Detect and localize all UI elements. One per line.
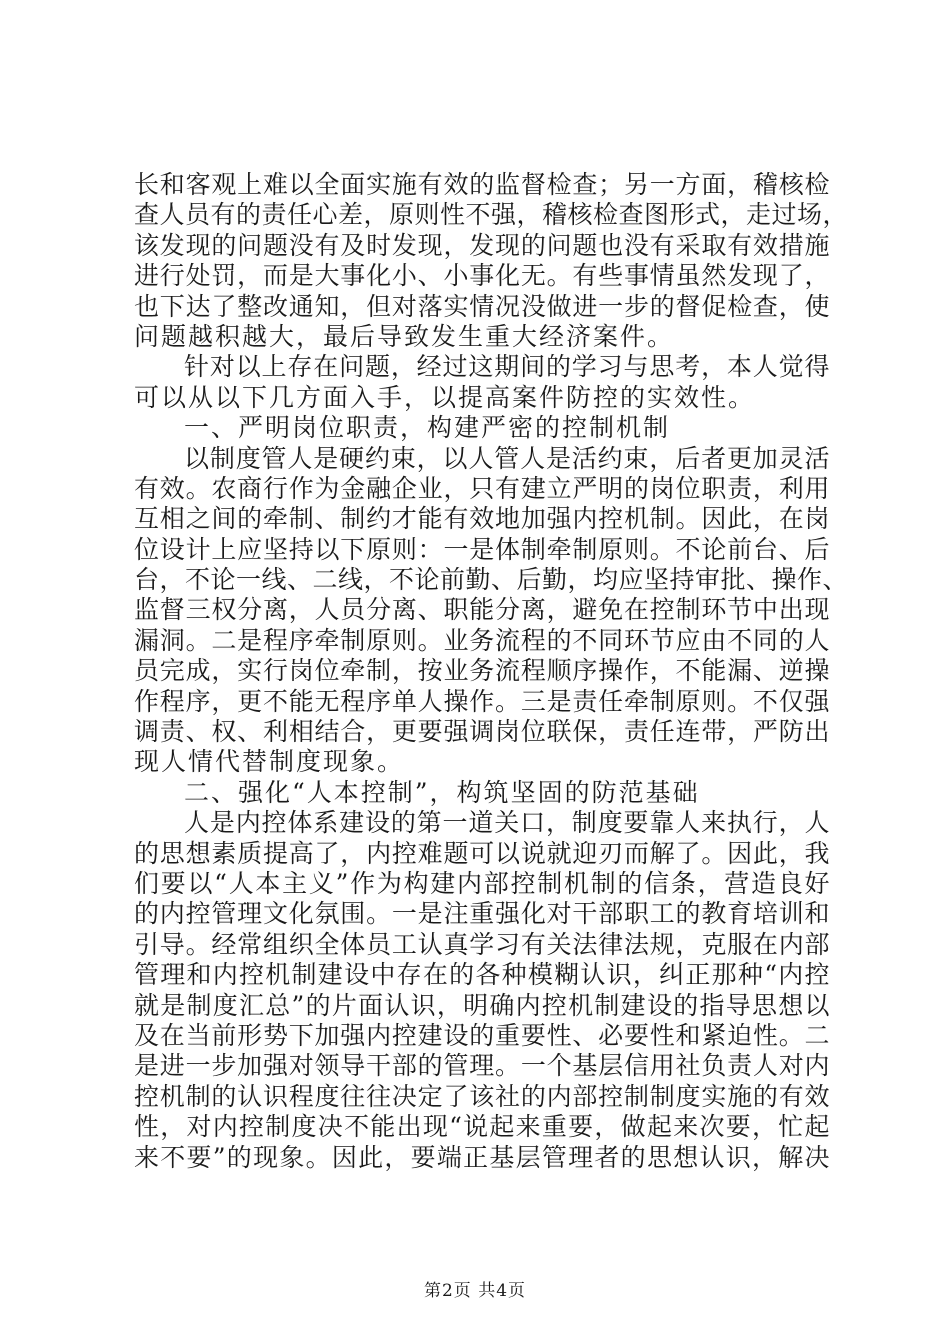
- text-line: 管理和内控机制建设中存在的各种模糊认识，纠正那种“内控: [134, 960, 830, 990]
- text-line: 该发现的问题没有及时发现，发现的问题也没有采取有效措施: [134, 230, 830, 260]
- text-line: 以制度管人是硬约束，以人管人是活约束，后者更加灵活: [184, 443, 830, 473]
- text-line: 问题越积越大，最后导致发生重大经济案件。: [134, 321, 675, 351]
- text-line: 作程序，更不能无程序单人操作。三是责任牵制原则。不仅强: [134, 686, 830, 716]
- text-line: 控机制的认识程度往往决定了该社的内部控制制度实施的有效: [134, 1081, 830, 1111]
- text-line: 员完成，实行岗位牵制，按业务流程顺序操作，不能漏、逆操: [134, 656, 830, 686]
- text-line: 长和客观上难以全面实施有效的监督检查；另一方面，稽核检: [134, 170, 830, 199]
- text-line: 台，不论一线、二线，不论前勤、后勤，均应坚持审批、操作、: [134, 565, 849, 595]
- text-line: 来不要”的现象。因此，要端正基层管理者的思想认识，解决: [134, 1142, 830, 1172]
- text-line: 可以从以下几方面入手，以提高案件防控的实效性。: [134, 382, 756, 412]
- section-heading: 一、严明岗位职责，构建严密的控制机制: [184, 413, 671, 443]
- text-line: 及在当前形势下加强内控建设的重要性、必要性和紧迫性。二: [134, 1020, 830, 1050]
- document-body: [134, 170, 849, 1173]
- text-line: 引导。经常组织全体员工认真学习有关法律法规，克服在内部: [134, 929, 830, 959]
- page-number-footer: 第2页 共4页: [423, 1281, 527, 1301]
- text-line: 们要以“人本主义”作为构建内部控制机制的信条，营造良好: [134, 868, 830, 898]
- text-line: 人是内控体系建设的第一道关口，制度要靠人来执行，人: [184, 808, 830, 838]
- text-line: 现人情代替制度现象。: [134, 747, 405, 777]
- text-line: 针对以上存在问题，经过这期间的学习与思考，本人觉得: [184, 352, 830, 382]
- text-line: 有效。农商行作为金融企业，只有建立严明的岗位职责，利用: [134, 473, 830, 503]
- text-line: 的思想素质提高了，内控难题可以说就迎刃而解了。因此，我: [134, 838, 830, 868]
- text-line: 互相之间的牵制、制约才能有效地加强内控机制。因此，在岗: [134, 504, 830, 534]
- text-line: 就是制度汇总”的片面认识，明确内控机制建设的指导思想以: [134, 990, 830, 1020]
- text-line: 也下达了整改通知，但对落实情况没做进一步的督促检查，使: [134, 291, 830, 321]
- text-line: 性，对内控制度决不能出现“说起来重要，做起来次要，忙起: [134, 1112, 830, 1142]
- text-line: 监督三权分离，人员分离、职能分离，避免在控制环节中出现: [134, 595, 830, 625]
- text-line: 漏洞。二是程序牵制原则。业务流程的不同环节应由不同的人: [134, 625, 830, 655]
- text-line: 位设计上应坚持以下原则：一是体制牵制原则。不论前台、后: [134, 534, 830, 564]
- text-line: 进行处罚，而是大事化小、小事化无。有些事情虽然发现了，: [134, 261, 830, 291]
- text-line: 是进一步加强对领导干部的管理。一个基层信用社负责人对内: [134, 1051, 830, 1081]
- text-line: 调责、权、利相结合，更要强调岗位联保，责任连带，严防出: [134, 717, 830, 747]
- text-line: 查人员有的责任心差，原则性不强，稽核检查图形式，走过场，: [134, 200, 849, 230]
- section-heading: 二、强化“人本控制”，构筑坚固的防范基础: [184, 777, 700, 807]
- text-line: 的内控管理文化氛围。一是注重强化对干部职工的教育培训和: [134, 899, 830, 929]
